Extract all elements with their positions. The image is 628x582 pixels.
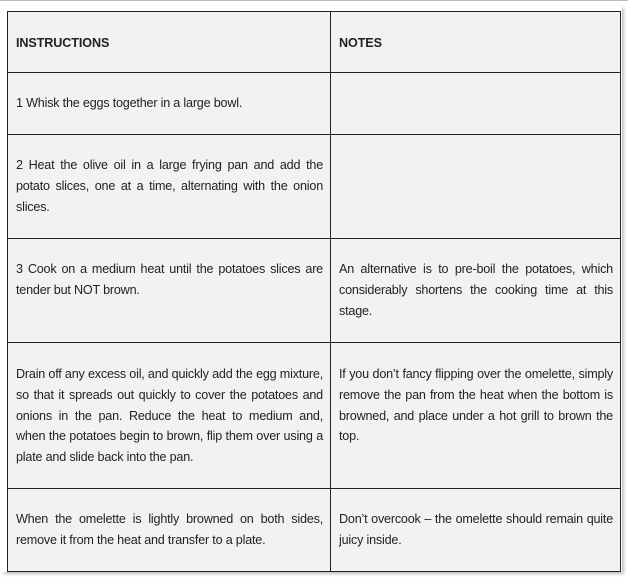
top-divider bbox=[0, 0, 628, 1]
instruction-cell: 1 Whisk the eggs together in a large bowl. bbox=[8, 73, 331, 135]
note-cell bbox=[331, 73, 621, 135]
note-cell: An alternative is to pre-boil the potatoes, which considerably shortens the cooking time at this stage. bbox=[331, 239, 621, 343]
header-instructions: INSTRUCTIONS bbox=[8, 12, 331, 73]
instruction-cell: When the omelette is lightly browned on both sides, remove it from the heat and transfer to a plate. bbox=[8, 489, 331, 572]
recipe-table bbox=[7, 11, 621, 572]
instruction-cell: 3 Cook on a medium heat until the potatoes slices are tender but NOT brown. bbox=[8, 239, 331, 343]
note-cell: If you don’t fancy flipping over the omelette, simply remove the pan from the heat when the bottom is browned, and place under a hot grill to brown the top. bbox=[331, 343, 621, 489]
header-notes: NOTES bbox=[331, 12, 621, 73]
table-row bbox=[8, 73, 621, 135]
instruction-cell: Drain off any excess oil, and quickly add the egg mixture, so that it spreads out quickly to cover the potatoes and onions in the pan. Reduce the heat to medium and, when the potatoes begin to brown, flip them over using a plate and slide back into the pan. bbox=[8, 343, 331, 489]
note-cell: Don’t overcook – the omelette should remain quite juicy inside. bbox=[331, 489, 621, 572]
table-row bbox=[8, 343, 621, 489]
table-row bbox=[8, 489, 621, 572]
table-row bbox=[8, 239, 621, 343]
instruction-cell: 2 Heat the olive oil in a large frying pan and add the potato slices, one at a time, alternating with the onion slices. bbox=[8, 135, 331, 239]
table-header-row bbox=[8, 12, 621, 73]
note-cell bbox=[331, 135, 621, 239]
table-row bbox=[8, 135, 621, 239]
